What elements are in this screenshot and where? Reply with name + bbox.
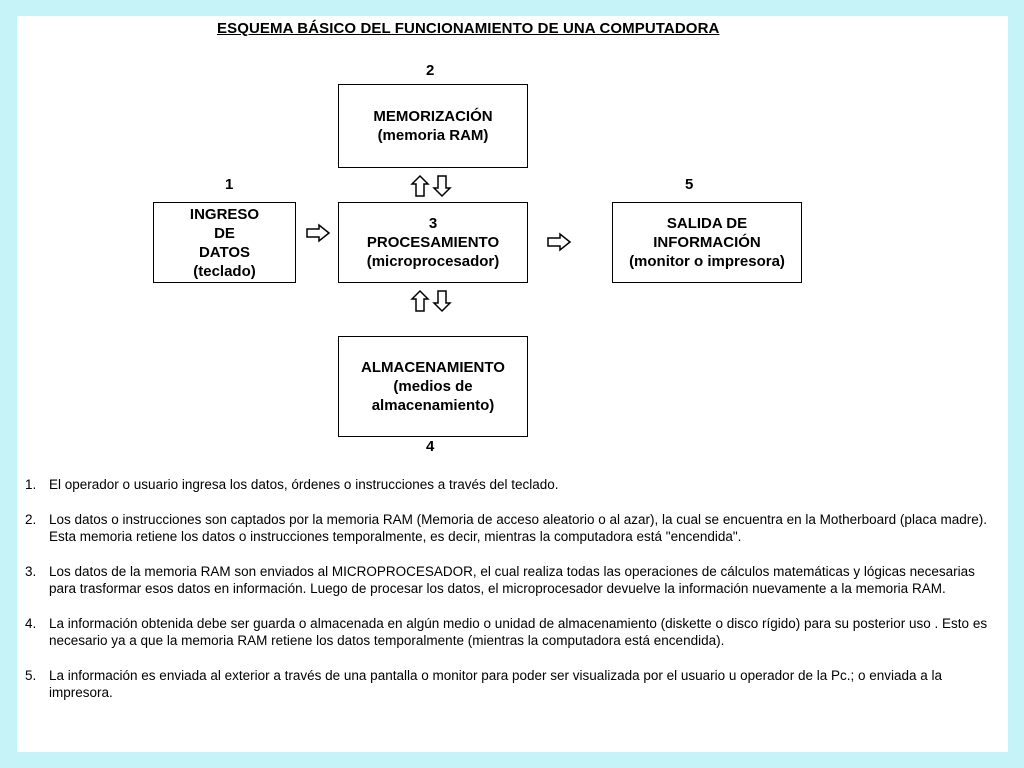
box-procesamiento (338, 202, 528, 283)
box-almacenamiento (338, 336, 528, 437)
box-almacenamiento-line-1: ALMACENAMIENTO (361, 359, 505, 376)
list-item (25, 563, 1000, 597)
right-arrow-icon (305, 223, 331, 243)
step-text: Los datos o instrucciones son captados por la memoria RAM (Memoria de acceso aleatorio o al azar), la cual se encuentra en la Motherboard (placa madre). Esta memoria retiene los datos o instrucciones temporalmente, es decir, mientras la computadora está "encendida". (49, 512, 987, 544)
box-ingreso-line-3: DATOS (198, 243, 251, 261)
diagram-title: ESQUEMA BÁSICO DEL FUNCIONAMIENTO DE UNA COMPUTADORA (217, 20, 720, 37)
box-procesamiento-line-3: (microprocesador) (366, 253, 500, 270)
box-almacenamiento-line-3: almacenamiento) (371, 397, 495, 414)
box-procesamiento-line-1: 3 (428, 215, 438, 232)
box-salida-line-1: SALIDA DE (666, 215, 748, 232)
step-text: Los datos de la memoria RAM son enviados al MICROPROCESADOR, el cual realiza todas las operaciones de cálculos matemáticas y lógicas necesarias para trasformar esos datos en información. Luego de procesar los datos, el microprocesador devuelve la información nuevamente a la memoria RAM. (49, 564, 975, 596)
list-item (25, 615, 1000, 649)
box-memorizacion-line-2: (memoria RAM) (377, 127, 489, 144)
step-number: 5. (25, 668, 37, 683)
box-memorizacion (338, 84, 528, 168)
list-item (25, 511, 1000, 545)
step-number: 3. (25, 564, 37, 579)
box-procesamiento-line-2: PROCESAMIENTO (366, 234, 500, 251)
slide (17, 16, 1008, 752)
step-text: El operador o usuario ingresa los datos, órdenes o instrucciones a través del teclado. (49, 477, 559, 492)
list-item (25, 667, 1000, 701)
step-number: 4. (25, 616, 37, 631)
box-ingreso-datos (153, 202, 296, 283)
box-almacenamiento-line-2: (medios de (393, 378, 473, 395)
right-arrow-icon (546, 232, 572, 252)
step-text: La información obtenida debe ser guarda o almacenada en algún medio o unidad de almacenamiento (diskette o disco rígido) para su posterior uso . Esto es necesario ya a que la memoria RAM retiene los datos temporalmente (mientras la computadora está encendida). (49, 616, 988, 648)
steps-list (25, 476, 1000, 719)
up-down-arrows-icon (410, 289, 454, 313)
box-salida-line-3: (monitor o impresora) (629, 253, 785, 270)
step-text: La información es enviada al exterior a través de una pantalla o monitor para poder ser visualizada por el usuario u operador de la Pc.; o enviada a la impresora. (49, 668, 943, 700)
step-number: 1. (25, 477, 37, 492)
up-down-arrows-icon (410, 174, 454, 198)
number-label-2: 2 (426, 62, 435, 79)
box-salida-line-2: INFORMACIÓN (653, 234, 761, 251)
step-number: 2. (25, 512, 37, 527)
list-item (25, 476, 1000, 493)
number-label-4: 4 (426, 438, 435, 455)
box-ingreso-line-2: DE (214, 224, 235, 242)
number-label-5: 5 (685, 176, 694, 193)
box-ingreso-line-1: INGRESO (189, 205, 260, 223)
box-memorizacion-line-1: MEMORIZACIÓN (373, 108, 493, 125)
number-label-1: 1 (225, 176, 234, 193)
box-ingreso-line-4: (teclado) (193, 262, 256, 280)
box-salida-informacion (612, 202, 802, 283)
